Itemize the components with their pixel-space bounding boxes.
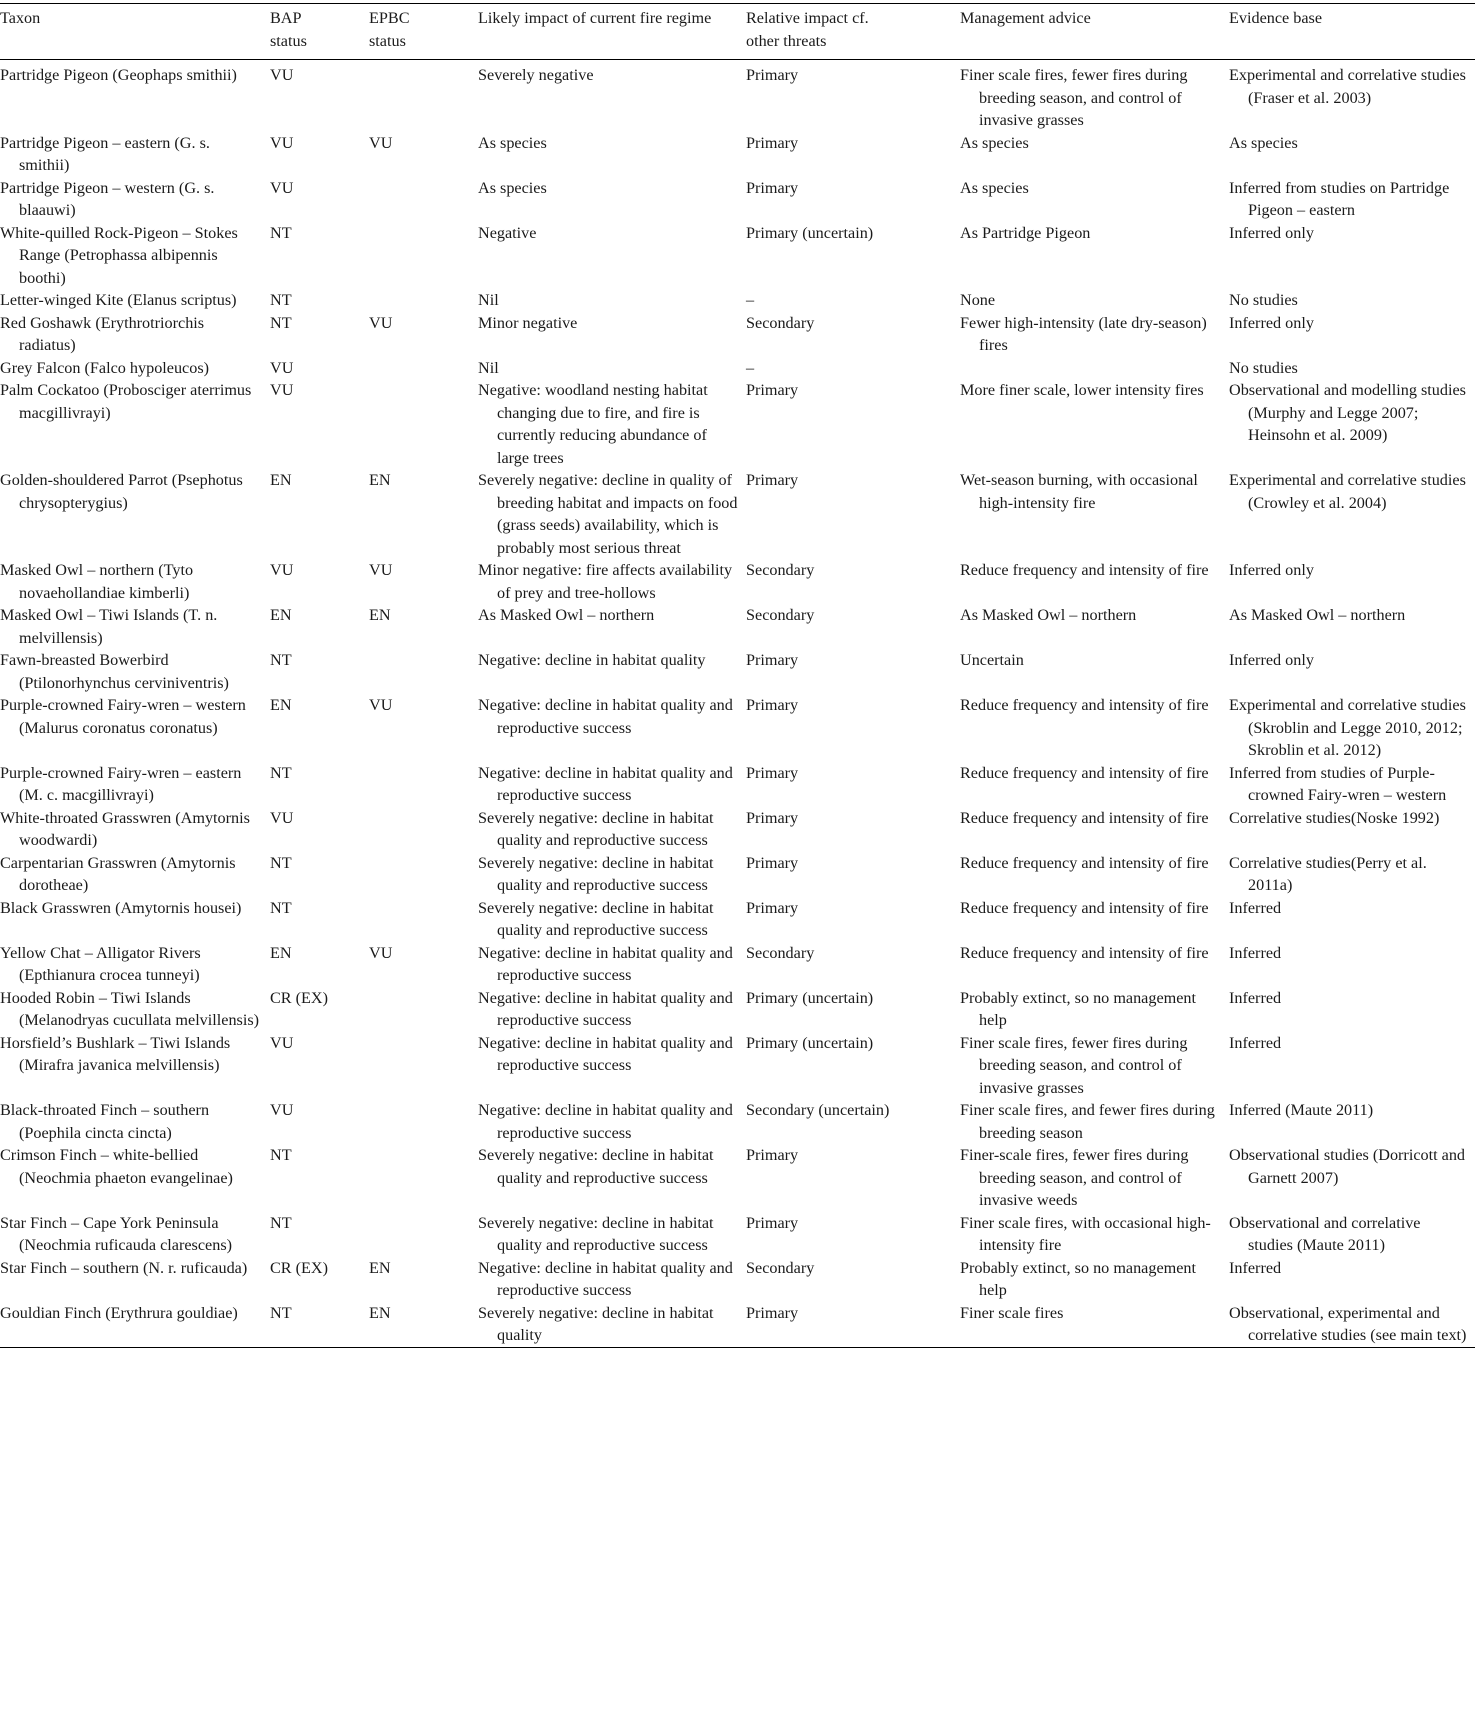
- cell-management-advice: As species: [960, 178, 1029, 197]
- cell-taxon: Partridge Pigeon (Geophaps smithii): [0, 66, 237, 84]
- cell-relative-impact: Primary: [746, 1303, 799, 1322]
- cell-relative-impact: –: [746, 291, 755, 309]
- cell-bap-status: NT: [270, 763, 292, 782]
- cell-relative-impact: Primary: [746, 808, 799, 827]
- table-row: [0, 852, 1475, 897]
- cell-relative-impact: Secondary: [746, 606, 815, 624]
- cell-fire-impact: As Masked Owl – northern: [478, 606, 655, 624]
- cell-epbc-status: [369, 807, 478, 852]
- table-row: [0, 132, 1475, 177]
- cell-taxon: Hooded Robin – Tiwi Islands (Melanodryas cucullata melvillensis): [0, 988, 260, 1029]
- cell-fire-impact: Negative: decline in habitat quality and reproductive success: [478, 763, 733, 804]
- cell-management-advice: Finer scale fires: [960, 1303, 1064, 1322]
- cell-management-advice: Reduce frequency and intensity of fire: [960, 808, 1209, 827]
- header-taxon: Taxon: [0, 9, 41, 27]
- cell-bap-status: VU: [270, 66, 294, 84]
- cell-relative-impact: Secondary: [746, 561, 815, 579]
- cell-evidence-base: Inferred: [1229, 988, 1282, 1007]
- cell-epbc-status: VU: [369, 133, 393, 152]
- cell-fire-impact: Negative: woodland nesting habitat changing due to fire, and fire is currently reducing abundance of large trees: [478, 381, 708, 467]
- table-row: [0, 942, 1475, 987]
- cell-evidence-base: Inferred: [1229, 898, 1282, 917]
- cell-evidence-base: Inferred only: [1229, 313, 1314, 332]
- cell-epbc-status: [369, 852, 478, 897]
- cell-epbc-status: VU: [369, 313, 393, 332]
- cell-taxon: Golden-shouldered Parrot (Psephotus chrysopterygius): [0, 471, 243, 512]
- cell-relative-impact: Primary: [746, 696, 799, 714]
- cell-management-advice: As Partridge Pigeon: [960, 223, 1091, 242]
- cell-relative-impact: –: [746, 358, 755, 377]
- cell-evidence-base: Inferred only: [1229, 561, 1314, 579]
- cell-evidence-base: Inferred only: [1229, 223, 1314, 242]
- cell-taxon: Yellow Chat – Alligator Rivers (Epthianura crocea tunneyi): [0, 943, 201, 984]
- cell-bap-status: VU: [270, 381, 294, 399]
- cell-management-advice: Reduce frequency and intensity of fire: [960, 763, 1209, 782]
- header-fire-impact: Likely impact of current fire regime: [478, 9, 712, 27]
- cell-taxon: Purple-crowned Fairy-wren – western (Malurus coronatus coronatus): [0, 696, 246, 737]
- cell-management-advice: Finer scale fires, fewer fires during breeding season, and control of invasive grasses: [960, 66, 1188, 129]
- table-row: [0, 987, 1475, 1032]
- cell-bap-status: NT: [270, 313, 292, 332]
- cell-bap-status: EN: [270, 606, 292, 624]
- cell-epbc-status: [369, 1144, 478, 1212]
- cell-fire-impact: Negative: decline in habitat quality and reproductive success: [478, 1258, 733, 1299]
- cell-relative-impact: Primary (uncertain): [746, 1033, 874, 1052]
- cell-relative-impact: Primary (uncertain): [746, 988, 874, 1007]
- cell-fire-impact: Negative: decline in habitat quality: [478, 651, 706, 669]
- cell-epbc-status: [369, 1212, 478, 1257]
- table-row: [0, 604, 1475, 649]
- cell-epbc-status: VU: [369, 561, 393, 579]
- table-row: [0, 694, 1475, 762]
- cell-evidence-base: Inferred (Maute 2011): [1229, 1101, 1374, 1119]
- cell-taxon: Partridge Pigeon – western (G. s. blaauwi): [0, 178, 215, 219]
- cell-relative-impact: Primary: [746, 178, 799, 197]
- cell-relative-impact: Primary: [746, 471, 799, 489]
- table-row: [0, 222, 1475, 290]
- cell-bap-status: VU: [270, 133, 294, 152]
- cell-fire-impact: Negative: decline in habitat quality and reproductive success: [478, 1033, 733, 1074]
- cell-management-advice: More finer scale, lower intensity fires: [960, 381, 1204, 399]
- cell-evidence-base: Observational studies (Dorricott and Garnett 2007): [1229, 1146, 1466, 1187]
- table-row: [0, 177, 1475, 222]
- cell-evidence-base: Observational and correlative studies (Maute 2011): [1229, 1213, 1421, 1254]
- cell-fire-impact: Negative: decline in habitat quality and reproductive success: [478, 988, 733, 1029]
- cell-bap-status: VU: [270, 808, 294, 827]
- cell-relative-impact: Primary: [746, 651, 799, 669]
- cell-bap-status: NT: [270, 853, 292, 872]
- cell-evidence-base: No studies: [1229, 358, 1298, 377]
- cell-relative-impact: Primary: [746, 133, 799, 152]
- cell-bap-status: NT: [270, 1213, 292, 1232]
- table-row: [0, 559, 1475, 604]
- cell-epbc-status: [369, 379, 478, 469]
- cell-epbc-status: EN: [369, 1258, 391, 1277]
- cell-taxon: Red Goshawk (Erythrotriorchis radiatus): [0, 313, 205, 354]
- cell-evidence-base: As species: [1229, 133, 1298, 152]
- cell-management-advice: Finer scale fires, fewer fires during breeding season, and control of invasive grasses: [960, 1033, 1188, 1097]
- cell-fire-impact: Negative: decline in habitat quality and reproductive success: [478, 696, 733, 737]
- table-row: [0, 312, 1475, 357]
- cell-fire-impact: Severely negative: decline in habitat quality and reproductive success: [478, 898, 714, 939]
- cell-evidence-base: Inferred from studies of Purple-crowned Fairy-wren – western: [1229, 763, 1447, 804]
- table-header: [0, 4, 1475, 60]
- cell-epbc-status: [369, 1032, 478, 1100]
- cell-bap-status: CR (EX): [270, 988, 328, 1007]
- cell-taxon: Purple-crowned Fairy-wren – eastern (M. c. macgillivrayi): [0, 763, 242, 804]
- cell-management-advice: None: [960, 291, 996, 309]
- cell-relative-impact: Primary: [746, 853, 799, 872]
- cell-taxon: Gouldian Finch (Erythrura gouldiae): [0, 1303, 238, 1322]
- cell-management-advice: Probably extinct, so no management help: [960, 1258, 1197, 1299]
- cell-evidence-base: Inferred: [1229, 1258, 1282, 1277]
- cell-fire-impact: Severely negative: [478, 66, 594, 84]
- cell-epbc-status: [369, 1099, 478, 1144]
- cell-taxon: Crimson Finch – white-bellied (Neochmia phaeton evangelinae): [0, 1146, 233, 1187]
- cell-relative-impact: Primary: [746, 381, 799, 399]
- table-row: [0, 1099, 1475, 1144]
- cell-epbc-status: VU: [369, 943, 393, 962]
- cell-taxon: Horsfield’s Bushlark – Tiwi Islands (Mirafra javanica melvillensis): [0, 1033, 231, 1074]
- cell-management-advice: Finer scale fires, and fewer fires during breeding season: [960, 1101, 1215, 1142]
- cell-bap-status: EN: [270, 696, 292, 714]
- cell-epbc-status: [369, 222, 478, 290]
- cell-management-advice: Fewer high-intensity (late dry-season) fires: [960, 313, 1207, 354]
- table-row: [0, 379, 1475, 469]
- cell-fire-impact: Negative: decline in habitat quality and reproductive success: [478, 1101, 733, 1142]
- table-row: [0, 1144, 1475, 1212]
- cell-bap-status: VU: [270, 561, 294, 579]
- cell-evidence-base: Inferred from studies on Partridge Pigeon – eastern: [1229, 178, 1450, 219]
- cell-bap-status: NT: [270, 1303, 292, 1322]
- table-row: [0, 289, 1475, 312]
- cell-management-advice: Reduce frequency and intensity of fire: [960, 898, 1209, 917]
- cell-evidence-base: As Masked Owl – northern: [1229, 606, 1406, 624]
- cell-fire-impact: Negative: decline in habitat quality and reproductive success: [478, 943, 733, 984]
- table-row: [0, 897, 1475, 942]
- cell-bap-status: VU: [270, 1033, 294, 1052]
- table-row: [0, 1257, 1475, 1302]
- cell-taxon: Masked Owl – northern (Tyto novaehollandiae kimberli): [0, 561, 194, 602]
- cell-epbc-status: EN: [369, 471, 391, 489]
- cell-fire-impact: Severely negative: decline in habitat quality and reproductive success: [478, 808, 714, 849]
- header-management-advice: Management advice: [960, 9, 1091, 27]
- cell-bap-status: VU: [270, 1101, 294, 1119]
- header-epbc-status: EPBC status: [369, 9, 410, 50]
- cell-epbc-status: EN: [369, 1303, 391, 1322]
- cell-bap-status: NT: [270, 291, 292, 309]
- cell-bap-status: EN: [270, 943, 292, 962]
- cell-management-advice: Reduce frequency and intensity of fire: [960, 943, 1209, 962]
- cell-fire-impact: Negative: [478, 223, 537, 242]
- cell-epbc-status: [369, 177, 478, 222]
- cell-taxon: Palm Cockatoo (Probosciger aterrimus macgillivrayi): [0, 381, 252, 422]
- cell-fire-impact: Nil: [478, 358, 499, 377]
- cell-epbc-status: [369, 649, 478, 694]
- cell-taxon: Black Grasswren (Amytornis housei): [0, 898, 242, 917]
- cell-bap-status: NT: [270, 898, 292, 917]
- cell-management-advice: Reduce frequency and intensity of fire: [960, 696, 1209, 714]
- cell-relative-impact: Primary: [746, 66, 799, 84]
- cell-epbc-status: [369, 289, 478, 312]
- cell-management-advice: Reduce frequency and intensity of fire: [960, 561, 1209, 579]
- cell-evidence-base: No studies: [1229, 291, 1298, 309]
- cell-management-advice: [960, 357, 1229, 380]
- table-row: [0, 649, 1475, 694]
- cell-management-advice: Uncertain: [960, 651, 1024, 669]
- cell-bap-status: NT: [270, 651, 292, 669]
- cell-evidence-base: Inferred: [1229, 943, 1282, 962]
- cell-epbc-status: [369, 762, 478, 807]
- table-body: [0, 60, 1475, 1348]
- table-row: [0, 1032, 1475, 1100]
- cell-taxon: Masked Owl – Tiwi Islands (T. n. melvillensis): [0, 606, 218, 647]
- cell-relative-impact: Secondary: [746, 313, 815, 332]
- table-row: [0, 1212, 1475, 1257]
- cell-fire-impact: Severely negative: decline in habitat quality and reproductive success: [478, 853, 714, 894]
- header-bap-status: BAP status: [270, 9, 307, 50]
- cell-evidence-base: Observational, experimental and correlative studies (see main text): [1229, 1303, 1467, 1344]
- table-row: [0, 807, 1475, 852]
- cell-taxon: Letter-winged Kite (Elanus scriptus): [0, 291, 237, 309]
- cell-management-advice: Wet-season burning, with occasional high-intensity fire: [960, 471, 1198, 512]
- cell-evidence-base: Inferred only: [1229, 651, 1314, 669]
- cell-bap-status: NT: [270, 1146, 292, 1164]
- cell-evidence-base: Observational and modelling studies (Murphy and Legge 2007; Heinsohn et al. 2009): [1229, 381, 1466, 444]
- cell-epbc-status: [369, 357, 478, 380]
- table-row: [0, 60, 1475, 132]
- cell-fire-impact: Severely negative: decline in habitat quality and reproductive success: [478, 1146, 714, 1187]
- cell-taxon: Carpentarian Grasswren (Amytornis dorotheae): [0, 853, 236, 894]
- table-row: [0, 1302, 1475, 1348]
- cell-fire-impact: Minor negative: fire affects availability of prey and tree-hollows: [478, 561, 733, 602]
- cell-taxon: Black-throated Finch – southern (Poephila cincta cincta): [0, 1101, 210, 1142]
- header-relative-impact: Relative impact cf. other threats: [746, 9, 869, 50]
- cell-relative-impact: Primary: [746, 1146, 799, 1164]
- cell-bap-status: CR (EX): [270, 1258, 328, 1277]
- cell-evidence-base: Correlative studies(Noske 1992): [1229, 808, 1440, 827]
- cell-fire-impact: As species: [478, 178, 547, 197]
- table-row: [0, 762, 1475, 807]
- cell-relative-impact: Secondary (uncertain): [746, 1101, 890, 1119]
- cell-fire-impact: As species: [478, 133, 547, 152]
- cell-relative-impact: Primary (uncertain): [746, 223, 874, 242]
- table-row: [0, 469, 1475, 559]
- cell-evidence-base: Experimental and correlative studies (Fraser et al. 2003): [1229, 66, 1466, 107]
- cell-fire-impact: Severely negative: decline in quality of breeding habitat and impacts on food (grass seeds) availability, which is probably most serious threat: [478, 471, 738, 557]
- cell-fire-impact: Severely negative: decline in habitat quality: [478, 1303, 714, 1344]
- cell-taxon: Partridge Pigeon – eastern (G. s. smithii): [0, 133, 210, 174]
- cell-management-advice: Reduce frequency and intensity of fire: [960, 853, 1209, 872]
- cell-relative-impact: Secondary: [746, 1258, 815, 1277]
- cell-management-advice: As Masked Owl – northern: [960, 606, 1137, 624]
- cell-management-advice: As species: [960, 133, 1029, 152]
- cell-epbc-status: [369, 987, 478, 1032]
- cell-relative-impact: Primary: [746, 763, 799, 782]
- header-evidence-base: Evidence base: [1229, 9, 1323, 27]
- cell-evidence-base: Correlative studies(Perry et al. 2011a): [1229, 853, 1427, 894]
- cell-evidence-base: Experimental and correlative studies (Skroblin and Legge 2010, 2012; Skroblin et al. 2012): [1229, 696, 1466, 759]
- cell-epbc-status: [369, 60, 478, 132]
- cell-fire-impact: Severely negative: decline in habitat quality and reproductive success: [478, 1213, 714, 1254]
- cell-fire-impact: Minor negative: [478, 313, 578, 332]
- cell-management-advice: Finer-scale fires, fewer fires during breeding season, and control of invasive weeds: [960, 1146, 1189, 1209]
- cell-taxon: White-quilled Rock-Pigeon – Stokes Range (Petrophassa albipennis boothi): [0, 223, 238, 287]
- cell-taxon: Star Finch – southern (N. r. ruficauda): [0, 1258, 248, 1277]
- header-row: [0, 4, 1475, 60]
- cell-bap-status: NT: [270, 223, 292, 242]
- cell-epbc-status: VU: [369, 696, 393, 714]
- cell-evidence-base: Experimental and correlative studies (Crowley et al. 2004): [1229, 471, 1466, 512]
- cell-bap-status: VU: [270, 358, 294, 377]
- cell-epbc-status: [369, 897, 478, 942]
- fire-impact-table: [0, 3, 1475, 1348]
- cell-taxon: Fawn-breasted Bowerbird (Ptilonorhynchus cerviniventris): [0, 651, 229, 692]
- cell-bap-status: VU: [270, 178, 294, 197]
- cell-fire-impact: Nil: [478, 291, 499, 309]
- cell-epbc-status: EN: [369, 606, 391, 624]
- cell-relative-impact: Primary: [746, 898, 799, 917]
- cell-taxon: Star Finch – Cape York Peninsula (Neochmia ruficauda clarescens): [0, 1213, 233, 1254]
- cell-relative-impact: Primary: [746, 1213, 799, 1232]
- cell-management-advice: Finer scale fires, with occasional high-intensity fire: [960, 1213, 1211, 1254]
- cell-relative-impact: Secondary: [746, 943, 815, 962]
- cell-bap-status: EN: [270, 471, 292, 489]
- cell-taxon: White-throated Grasswren (Amytornis woodwardi): [0, 808, 250, 849]
- table-row: [0, 357, 1475, 380]
- cell-taxon: Grey Falcon (Falco hypoleucos): [0, 358, 210, 377]
- cell-evidence-base: Inferred: [1229, 1033, 1282, 1052]
- cell-management-advice: Probably extinct, so no management help: [960, 988, 1197, 1029]
